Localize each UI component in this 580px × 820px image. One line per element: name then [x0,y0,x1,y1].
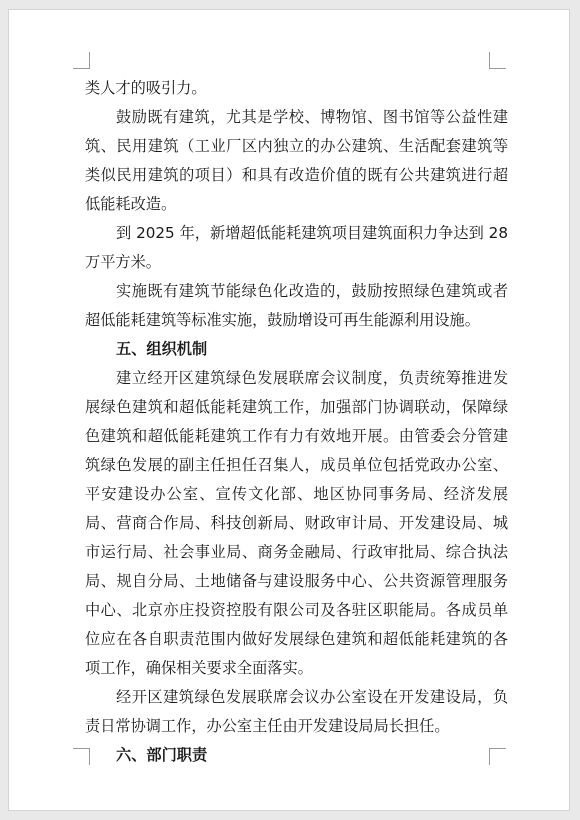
document-body [85,74,508,770]
section-heading-organization: 五、组织机制 [116,340,208,358]
paragraph-office: 经开区建筑绿色发展联席会议办公室设在开发建设局，负责日常协调工作，办公室主任由开发建设局局长担任。 [85,688,508,735]
crop-mark-top-right [489,52,506,69]
paragraph-joint-meeting: 建立经开区建筑绿色发展联席会议制度，负责统筹推进发展绿色建筑和超低能耗建筑工作，加强部门协调联动，保障绿色建筑和超低能耗建筑工作有力有效地开展。由管委会分管建筑绿色发展的副主任担任召集人，成员单位包括党政办公室、平安建设办公室、宣传文化部、地区协同事务局、经济发展局、营商合作局、科技创新局、财政审计局、开发建设局、城市运行局、社会事业局、商务金融局、行政审批局、综合执法局、规自分局、土地储备与建设服务中心、公共资源管理服务中心、北京亦庄投资控股有限公司及各驻区职能局。各成员单位应在各自职责范围内做好发展绿色建筑和超低能耗建筑的各项工作，确保相关要求全面落实。 [85,369,508,677]
paragraph-retrofit-encouragement: 鼓励既有建筑，尤其是学校、博物馆、图书馆等公益性建筑、民用建筑（工业厂区内独立的办公建筑、生活配套建筑等类似民用建筑的项目）和具有改造价值的既有公共建筑进行超低能耗改造。 [85,108,508,213]
crop-mark-top-left [73,52,90,69]
document-page [9,10,569,810]
section-heading-responsibilities: 六、部门职责 [116,746,208,764]
paragraph-2025-target: 到 2025 年，新增超低能耗建筑项目建筑面积力争达到 28 万平方米。 [85,224,508,271]
paragraph-continuation: 类人才的吸引力。 [85,79,207,97]
paragraph-energy-retrofit: 实施既有建筑节能绿色化改造的，鼓励按照绿色建筑或者超低能耗建筑等标准实施，鼓励增设可再生能源利用设施。 [85,282,508,329]
